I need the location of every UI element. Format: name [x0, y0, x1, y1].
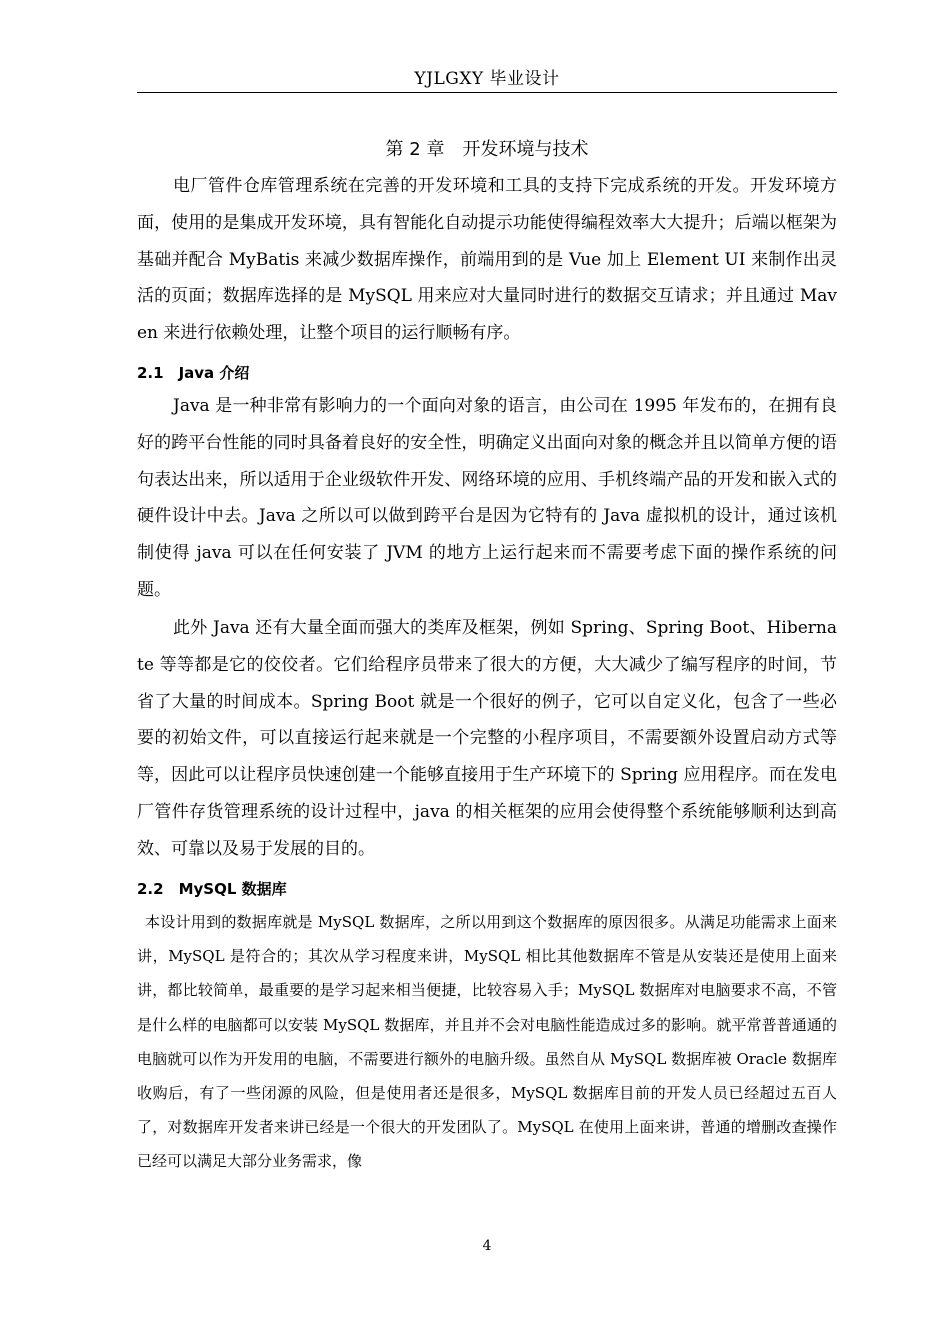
section-heading-mysql: 2.2 MySQL 数据库: [137, 880, 287, 898]
chapter-title: 第 2 章 开发环境与技术: [385, 139, 589, 160]
paragraph-java-2: 此外 Java 还有大量全面而强大的类库及框架，例如 Spring、Spring Boot、Hibernate 等等都是它的佼佼者。它们给程序员带来了很大的方便，大大减少了编写程序的时间，节省了大量的时间成本。Spring Boot 就是一个很好的例子，它可以自定义化，包含了一些必要的初始文件，可以直接运行起来就是一个完整的小程序项目，不需要额外设置启动方式等等，因此可以让程序员快速创建一个能够直接用于生产环境下的 Spring 应用程序。而在发电厂管件存货管理系统的设计过程中，java 的相关框架的应用会使得整个系统能够顺利达到高效、可靠以及易于发展的目的。: [137, 618, 837, 859]
page-number: 4: [482, 1238, 492, 1254]
paragraph-mysql-1: 本设计用到的数据库就是 MySQL 数据库，之所以用到这个数据库的原因很多。从满足功能需求上面来讲，MySQL 是符合的；其次从学习程度来讲，MySQL 相比其他数据库不管是从安装还是使用上面来讲，都比较简单，最重要的是学习起来相当便捷，比较容易入手；MySQL 数据库对电脑要求不高，不管是什么样的电脑都可以安装 MySQL 数据库，并且并不会对电脑性能造成过多的影响。就平常普普通通的电脑就可以作为开发用的电脑，不需要进行额外的电脑升级。虽然自从 MySQL 数据库被 Oracle 数据库收购后，有了一些闭源的风险，但是使用者还是很多，MySQL 数据库目前的开发人员已经超过五百人了，对数据库开发者来讲已经是一个很大的开发团队了。MySQL 在使用上面来讲，普通的增删改查操作已经可以满足大部分业务需求，像: [137, 913, 837, 1171]
running-header: YJLGXY 毕业设计: [414, 69, 560, 89]
section-heading-java: 2.1 Java 介绍: [137, 364, 250, 382]
header-rule: [137, 92, 837, 93]
paragraph-java-1: Java 是一种非常有影响力的一个面向对象的语言，由公司在 1995 年发布的，在拥有良好的跨平台性能的同时具备着良好的安全性，明确定义出面向对象的概念并且以简单方便的语句表达出来，所以适用于企业级软件开发、网络环境的应用、手机终端产品的开发和嵌入式的硬件设计中去。Java 之所以可以做到跨平台是因为它特有的 Java 虚拟机的设计，通过该机制使得 java 可以在任何安装了 JVM 的地方上运行起来而不需要考虑下面的操作系统的问题。: [137, 396, 837, 600]
paragraph-intro: 电厂管件仓库管理系统在完善的开发环境和工具的支持下完成系统的开发。开发环境方面，使用的是集成开发环境，具有智能化自动提示功能使得编程效率大大提升；后端以框架为基础并配合 MyBatis 来减少数据库操作，前端用到的是 Vue 加上 Element UI 来制作出灵活的页面；数据库选择的是 MySQL 用来应对大量同时进行的数据交互请求；并且通过 Maven 来进行依赖处理，让整个项目的运行顺畅有序。: [137, 176, 837, 344]
